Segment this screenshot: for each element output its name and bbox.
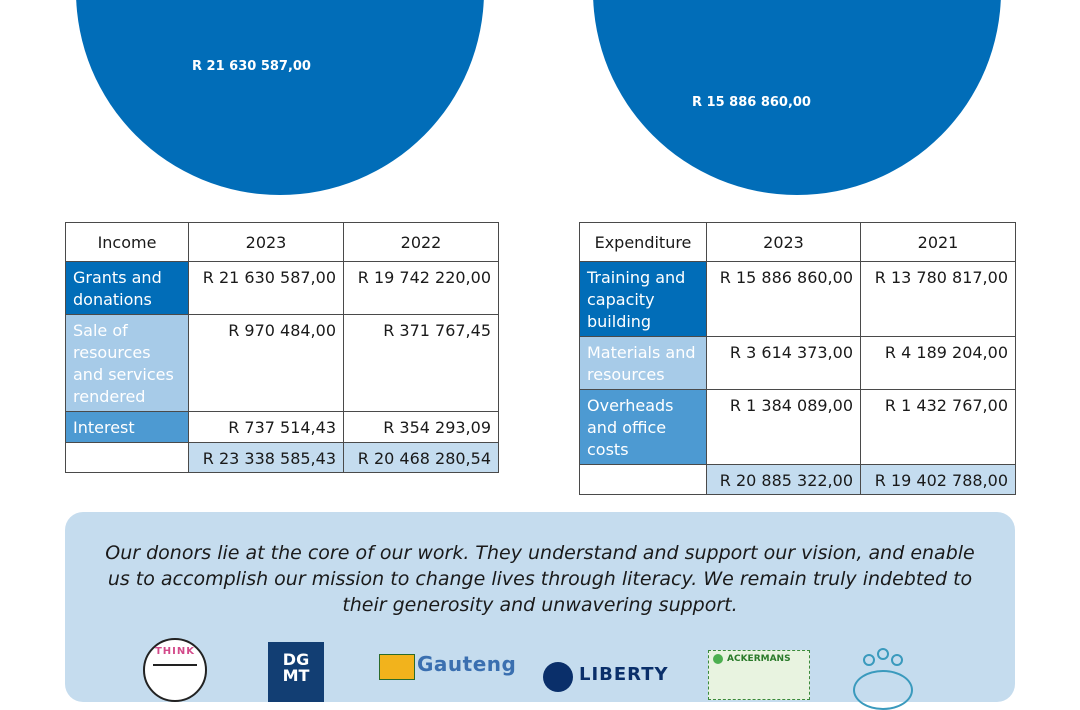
- income-pie-chart: [76, 0, 484, 195]
- income-value: R 21 630 587,00: [189, 262, 344, 315]
- expenditure-table: [579, 222, 1016, 495]
- table-row: [580, 337, 1016, 390]
- expenditure-total: R 20 885 322,00: [707, 465, 861, 495]
- ackermans-logo-text: ACKERMANS: [727, 654, 791, 664]
- totals-blank-cell: [66, 443, 189, 473]
- donor-logos: [65, 638, 1015, 698]
- expenditure-header-year-2: 2021: [861, 223, 1016, 262]
- totals-blank-cell: [580, 465, 707, 495]
- income-header-label: Income: [66, 223, 189, 262]
- expenditure-value: R 4 189 204,00: [861, 337, 1016, 390]
- expenditure-category: Training and capacity building: [580, 262, 707, 337]
- liberty-logo-text: LIBERTY: [579, 664, 669, 685]
- liberty-logo: [543, 658, 673, 698]
- income-total: R 20 468 280,54: [344, 443, 499, 473]
- table-row: [66, 262, 499, 315]
- income-category: Grants and donations: [66, 262, 189, 315]
- community-people-icon: [851, 648, 915, 700]
- leaf-icon: [713, 654, 723, 664]
- expenditure-value: R 15 886 860,00: [707, 262, 861, 337]
- expenditure-value: R 1 384 089,00: [707, 390, 861, 465]
- expenditure-pie-chart: [593, 0, 1001, 195]
- gauteng-logo-text: Gauteng: [417, 652, 517, 676]
- table-row: [580, 390, 1016, 465]
- table-row: [580, 262, 1016, 337]
- income-category: Sale of resources and services rendered: [66, 315, 189, 412]
- income-header-year-2: 2022: [344, 223, 499, 262]
- income-table: [65, 222, 499, 473]
- income-value: R 371 767,45: [344, 315, 499, 412]
- gauteng-logo: [379, 652, 517, 684]
- income-value: R 737 514,43: [189, 412, 344, 443]
- income-totals-row: [66, 443, 499, 473]
- expenditure-value: R 1 432 767,00: [861, 390, 1016, 465]
- table-row: [66, 412, 499, 443]
- expenditure-totals-row: [580, 465, 1016, 495]
- income-pie-label: R 21 630 587,00: [192, 59, 311, 74]
- income-value: R 970 484,00: [189, 315, 344, 412]
- income-table-header: [66, 223, 499, 262]
- expenditure-header-label: Expenditure: [580, 223, 707, 262]
- gauteng-crest-icon: [379, 654, 415, 680]
- expenditure-table-header: [580, 223, 1016, 262]
- income-category: Interest: [66, 412, 189, 443]
- income-value: R 354 293,09: [344, 412, 499, 443]
- think-logo: [143, 638, 207, 702]
- income-header-year-1: 2023: [189, 223, 344, 262]
- donors-statement: Our donors lie at the core of our work. They understand and support our vision, and enable us to accomplish our mission to change lives through literacy. We remain truly indebted to their generosity and unwavering support.: [105, 542, 975, 616]
- dgmt-logo: [268, 642, 324, 702]
- expenditure-header-year-1: 2023: [707, 223, 861, 262]
- think-logo-text: THINK: [154, 646, 196, 657]
- expenditure-category: Overheads and office costs: [580, 390, 707, 465]
- expenditure-category: Materials and resources: [580, 337, 707, 390]
- donors-panel: [65, 512, 1015, 702]
- expenditure-total: R 19 402 788,00: [861, 465, 1016, 495]
- expenditure-value: R 3 614 373,00: [707, 337, 861, 390]
- expenditure-pie-label: R 15 886 860,00: [692, 95, 811, 110]
- table-row: [66, 315, 499, 412]
- dgmt-logo-text: DG MT: [282, 650, 310, 685]
- expenditure-value: R 13 780 817,00: [861, 262, 1016, 337]
- income-total: R 23 338 585,43: [189, 443, 344, 473]
- income-value: R 19 742 220,00: [344, 262, 499, 315]
- liberty-emblem-icon: [543, 662, 573, 692]
- ackermans-logo: [708, 650, 810, 700]
